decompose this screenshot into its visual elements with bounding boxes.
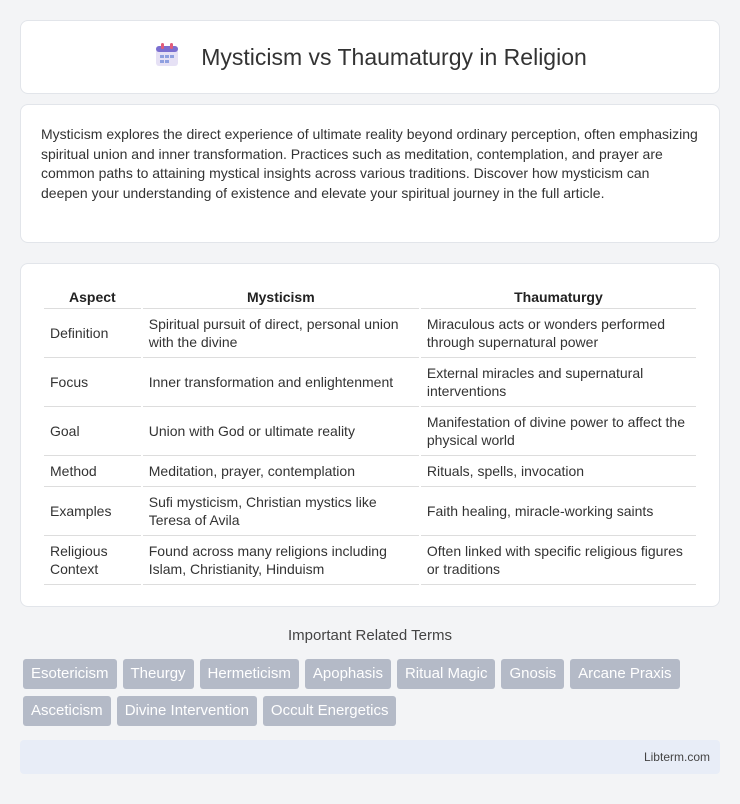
comparison-table (42, 286, 698, 585)
row-aspect: Religious Context (44, 536, 141, 585)
tag-occult-energetics[interactable]: Occult Energetics (263, 696, 397, 726)
row-mysticism: Sufi mysticism, Christian mystics like Teresa of Avila (143, 487, 419, 536)
header-mysticism: Mysticism (143, 286, 419, 309)
row-thaumaturgy: External miracles and supernatural interventions (421, 358, 696, 407)
table-header-row (44, 286, 696, 309)
tag-theurgy[interactable]: Theurgy (123, 659, 194, 689)
tag-hermeticism[interactable]: Hermeticism (200, 659, 299, 689)
row-aspect: Examples (44, 487, 141, 536)
tag-apophasis[interactable]: Apophasis (305, 659, 391, 689)
row-mysticism: Spiritual pursuit of direct, personal union with the divine (143, 309, 419, 358)
row-thaumaturgy: Miraculous acts or wonders performed through supernatural power (421, 309, 696, 358)
tag-arcane-praxis[interactable]: Arcane Praxis (570, 659, 679, 689)
tag-ritual-magic[interactable]: Ritual Magic (397, 659, 496, 689)
table-row (44, 487, 696, 536)
footer-site-link[interactable]: Libterm.com (643, 750, 710, 764)
row-mysticism: Meditation, prayer, contemplation (143, 456, 419, 487)
page-title: Mysticism vs Thaumaturgy in Religion (201, 43, 587, 70)
related-terms-tags (23, 659, 723, 726)
intro-card (20, 104, 720, 243)
table-row (44, 407, 696, 456)
tag-esotericism[interactable]: Esotericism (23, 659, 117, 689)
tag-gnosis[interactable]: Gnosis (501, 659, 564, 689)
row-mysticism: Union with God or ultimate reality (143, 407, 419, 456)
row-thaumaturgy: Often linked with specific religious figures or traditions (421, 536, 696, 585)
row-thaumaturgy: Rituals, spells, invocation (421, 456, 696, 487)
header-thaumaturgy: Thaumaturgy (421, 286, 696, 309)
comparison-table-card (20, 263, 720, 607)
table-row (44, 536, 696, 585)
row-aspect: Definition (44, 309, 141, 358)
row-mysticism: Inner transformation and enlightenment (143, 358, 419, 407)
table-row (44, 309, 696, 358)
related-terms-title: Important Related Terms (288, 627, 452, 644)
header-aspect: Aspect (44, 286, 141, 309)
row-aspect: Goal (44, 407, 141, 456)
row-mysticism: Found across many religions including Islam, Christianity, Hinduism (143, 536, 419, 585)
calendar-icon (153, 41, 181, 74)
tag-asceticism[interactable]: Asceticism (23, 696, 111, 726)
intro-paragraph: Mysticism explores the direct experience of ultimate reality beyond ordinary perception, often emphasizing spiritual union and inner transformation. Practices such as meditation, contemplation, and prayer are common paths to attaining mystical insights across various traditions. Discover how mysticism can deepen your understanding of existence and elevate your spiritual journey in the full article. (41, 126, 698, 201)
table-row (44, 456, 696, 487)
tag-divine-intervention[interactable]: Divine Intervention (117, 696, 257, 726)
header-card (20, 20, 720, 94)
footer (20, 740, 720, 774)
row-aspect: Focus (44, 358, 141, 407)
row-thaumaturgy: Manifestation of divine power to affect the physical world (421, 407, 696, 456)
row-aspect: Method (44, 456, 141, 487)
table-row (44, 358, 696, 407)
row-thaumaturgy: Faith healing, miracle-working saints (421, 487, 696, 536)
